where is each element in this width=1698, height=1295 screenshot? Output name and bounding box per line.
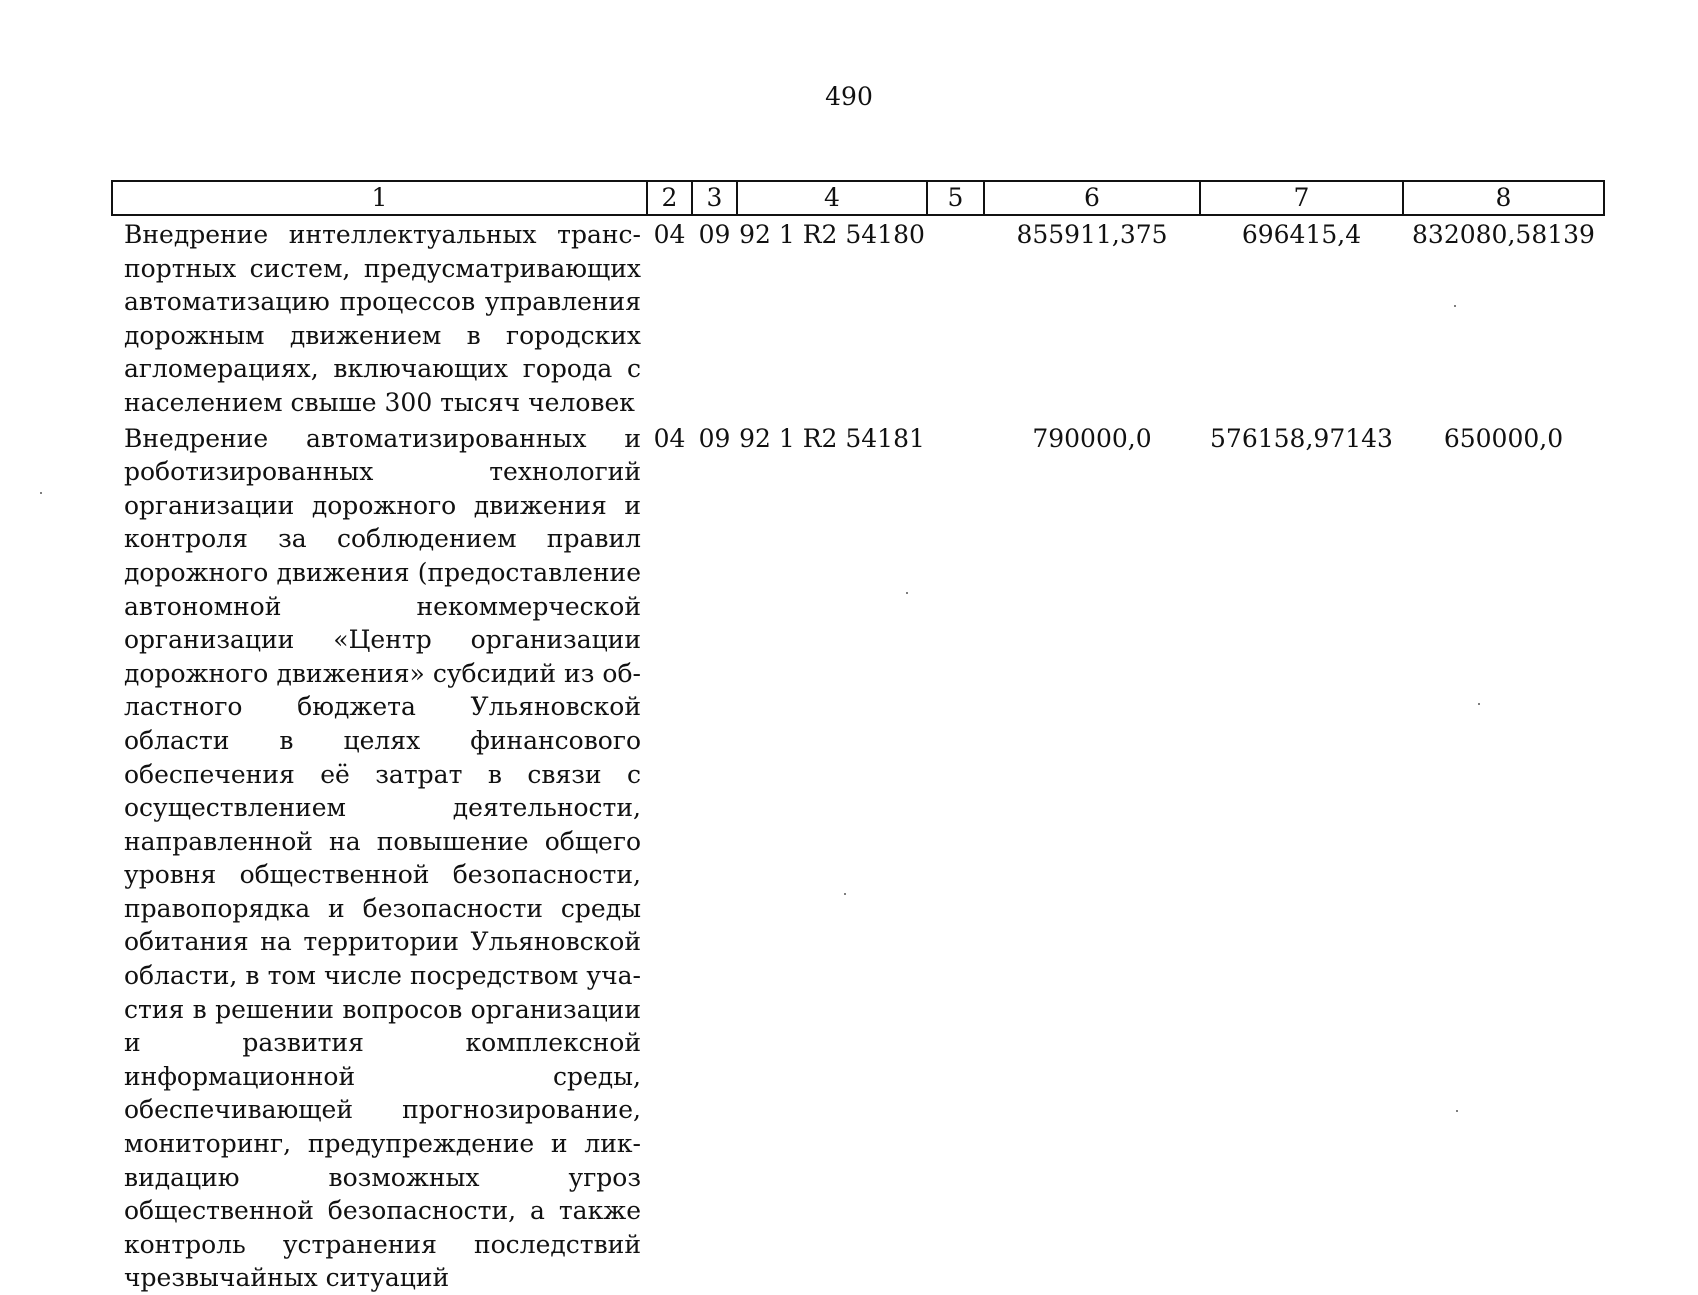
row-amount-col8: 832080,58139 xyxy=(1412,220,1595,249)
column-header-6: 6 xyxy=(984,181,1200,215)
row-subsection-code: 09 xyxy=(698,220,731,249)
scan-speck xyxy=(1454,305,1456,307)
row-amount-col7: 696415,4 xyxy=(1241,220,1362,249)
row-section-code: 04 xyxy=(653,423,686,453)
row-amount-col8: 650000,0 xyxy=(1443,423,1564,453)
row-expense-type-code xyxy=(927,420,984,1295)
row-section-code: 04 xyxy=(653,220,686,249)
row-description: Внедрение автоматизированных и роботизированных технологий организации дорожного движения и контроля за соблюдением правил дорожного движения (предоставление автономной некоммерческой организации «Центр организации дорожного движения» субсидий из областного бюджета Ульяновской области в целях финансового обеспечения её затрат в связи с осуществлением деятельности, направленной на повышение общего уровня общественной безопасности, правопорядка и безопасности среды обитания на территории Ульяновской области, в том числе посредством участия в решении вопросов организации и развития комплексной информационной среды, обеспечивающей прогнозирование, мониторинг, предупреждение и ликвидацию возможных угроз общественной безопасности, а также контроль устранения последствий чрезвычайных ситуаций xyxy=(124,423,641,1293)
row-description: Внедрение интеллектуальных транспортных систем, предусматривающих автоматизацию процессов управления дорожным движением в городских агломерациях, включающих города с населением свыше 300 тысяч человек xyxy=(124,220,641,417)
budget-table xyxy=(111,180,1605,1295)
row-target-article-code: 92 1 R2 54181 xyxy=(739,423,925,453)
table-row xyxy=(112,215,1604,420)
scan-speck xyxy=(1456,1110,1458,1112)
scan-speck xyxy=(40,492,42,494)
row-amount-col6: 790000,0 xyxy=(1032,423,1152,453)
scan-speck xyxy=(1478,703,1480,705)
row-expense-type-code xyxy=(927,215,984,420)
table-row xyxy=(112,420,1604,1295)
column-header-1: 1 xyxy=(112,181,647,215)
row-amount-col7: 576158,97143 xyxy=(1210,423,1393,453)
page-number: 490 xyxy=(825,82,873,111)
row-subsection-code: 09 xyxy=(698,423,731,453)
column-header-8: 8 xyxy=(1403,181,1604,215)
scan-speck xyxy=(844,893,846,895)
column-header-5: 5 xyxy=(927,181,984,215)
row-target-article-code: 92 1 R2 54180 xyxy=(739,220,925,249)
column-header-2: 2 xyxy=(647,181,692,215)
scan-speck xyxy=(906,592,908,594)
column-header-3: 3 xyxy=(692,181,737,215)
table-header-row xyxy=(112,181,1604,215)
row-amount-col6: 855911,375 xyxy=(1016,220,1168,249)
column-header-4: 4 xyxy=(737,181,927,215)
column-header-7: 7 xyxy=(1200,181,1403,215)
